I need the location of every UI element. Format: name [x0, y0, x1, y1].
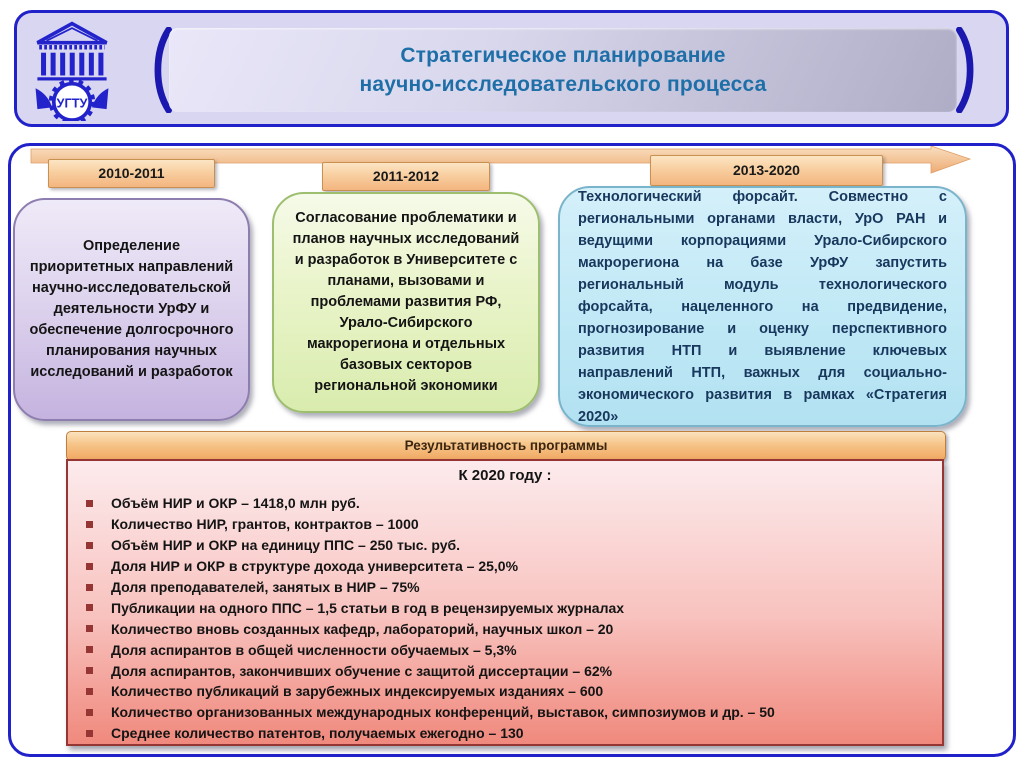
bullet-square-icon	[86, 730, 93, 737]
result-item-text: Доля аспирантов, закончивших обучение с защитой диссертации – 62%	[111, 662, 613, 679]
stage-box-2	[272, 192, 540, 413]
period-label-2011-2012: 2011-2012	[322, 162, 490, 191]
bullet-square-icon	[86, 709, 93, 716]
result-item-text: Доля НИР и ОКР в структуре дохода университета – 25,0%	[111, 558, 519, 575]
result-item	[68, 514, 942, 535]
bullet-square-icon	[86, 563, 93, 570]
result-item	[68, 577, 942, 598]
result-item	[68, 681, 942, 702]
result-item	[68, 535, 942, 556]
results-box	[66, 459, 944, 746]
result-item	[68, 702, 942, 723]
stage-box-1	[13, 198, 250, 421]
stage-1-text: Определение приоритетных направлений научно-исследовательской деятельности УрФУ и обеспечение долгосрочного планирования научных исследований и разработок	[29, 238, 234, 380]
stage-box-3	[558, 186, 967, 427]
bullet-square-icon	[86, 625, 93, 632]
bullet-square-icon	[86, 542, 93, 549]
bullet-square-icon	[86, 584, 93, 591]
page-title-line2: научно-исследовательского процесса	[359, 73, 767, 96]
result-item	[68, 723, 942, 744]
title-banner	[169, 28, 957, 112]
period-label-2010-2011: 2010-2011	[48, 159, 215, 188]
result-item-text: Объём НИР и ОКР на единицу ППС – 250 тыс. руб.	[111, 537, 461, 554]
result-item-text: Доля преподавателей, занятых в НИР – 75%	[111, 579, 420, 595]
bullet-square-icon	[86, 667, 93, 674]
result-item	[68, 618, 942, 639]
result-item-text: Объём НИР и ОКР – 1418,0 млн руб.	[111, 495, 360, 512]
result-item-text: Количество организованных международных конференций, выставок, симпозиумов и др. – 50	[111, 704, 775, 721]
period-label-2013-2020: 2013-2020	[650, 155, 883, 186]
bullet-square-icon	[86, 500, 93, 507]
stage-2-text: Согласование проблематики и планов научных исследований и разработок в Университете с планами, вызовами и проблемами развития РФ, Урало-Сибирского макрорегиона и отдельных базовых секторов региональной экономики	[292, 210, 520, 394]
logo-text: УГТУ	[56, 95, 88, 111]
bullet-square-icon	[86, 604, 93, 611]
result-item-text: Количество вновь созданных кафедр, лабораторий, научных школ – 20	[111, 620, 614, 637]
results-list	[68, 493, 942, 744]
result-item-text: Количество НИР, грантов, контрактов – 1000	[111, 516, 419, 533]
result-item-text: Доля аспирантов в общей численности обучаемых – 5,3%	[111, 641, 517, 658]
result-item	[68, 493, 942, 514]
result-item-text: Среднее количество патентов, получаемых ежегодно – 130	[111, 725, 524, 742]
result-item	[68, 660, 942, 681]
main-panel	[8, 143, 1016, 757]
bullet-square-icon	[86, 646, 93, 653]
banner-right-bracket	[955, 27, 979, 113]
result-item-text: Количество публикаций в зарубежных индексируемых изданиях – 600	[111, 683, 604, 700]
header-bar	[14, 10, 1009, 127]
results-header: Результативность программы	[66, 431, 946, 461]
university-emblem-icon	[29, 19, 115, 121]
result-item-text: Публикации на одного ППС – 1,5 статьи в год в рецензируемых журналах	[111, 599, 625, 616]
page-title-line1: Стратегическое планирование	[400, 44, 726, 67]
results-subtitle: К 2020 году :	[458, 467, 552, 484]
result-item	[68, 597, 942, 618]
result-item	[68, 639, 942, 660]
result-item	[68, 556, 942, 577]
stage-3-text: Технологический форсайт. Совместно с региональными органами власти, УрО РАН и ведущими корпорациями Урало-Сибирского макрорегиона на базе УрФУ запустить региональный модуль технологического форсайта, нацеленного на предвидение, прогнозирование и оценку перспективного развития НТП и выявление ключевых направлений НТП, важных для социально-экономического развития в рамках «Стратегия 2020»	[578, 188, 947, 425]
bullet-square-icon	[86, 521, 93, 528]
bullet-square-icon	[86, 688, 93, 695]
ugtu-logo	[29, 19, 115, 121]
